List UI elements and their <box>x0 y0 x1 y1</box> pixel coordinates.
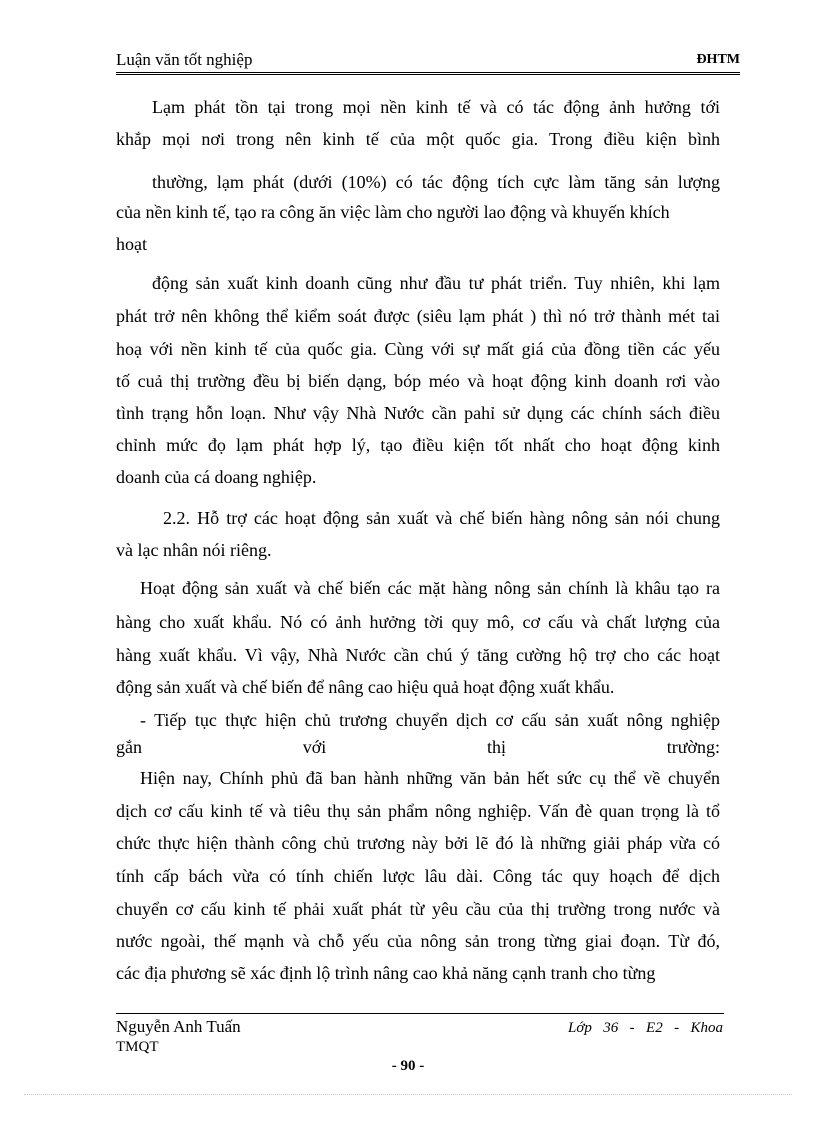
text-line: phát trở nên không thể kiểm soát được (siêu lạm phát ) thì nó trở thành mét tai <box>116 306 720 326</box>
bullet-line-cont: gắn với thị trường: <box>116 737 720 757</box>
page-bottom-divider <box>24 1094 792 1095</box>
text-line: Hiện nay, Chính phủ đã ban hành những văn bản hết sức cụ thể về chuyển <box>140 768 720 788</box>
text-line: tình trạng hỗn loạn. Như vậy Nhà Nước cần pahỉ sử dụng các chính sách điều <box>116 403 720 423</box>
text-line: nước ngoài, thế mạnh và chỗ yếu của nông sản trong từng giai đoạn. Từ đó, <box>116 931 720 951</box>
text-line: thường, lạm phát (dưới (10%) có tác động tích cực làm tăng sản lượng <box>152 172 720 192</box>
page-number: - 90 - <box>391 1058 425 1074</box>
section-heading-cont: và lạc nhân nói riêng. <box>116 540 272 560</box>
header-rule <box>116 72 740 75</box>
text-line: dịch cơ cấu kinh tế và tiêu thụ sản phẩm nông nghiệp. Vấn đè quan trọng là tổ <box>116 801 720 821</box>
text-line: hàng cho xuất khẩu. Nó có ảnh hưởng tời quy mô, cơ cấu và chất lượng của <box>116 612 720 632</box>
text-line: khắp mọi nơi trong nên kinh tế của một quốc gia. Trong điều kiện bình <box>116 129 720 149</box>
page-header <box>116 50 740 74</box>
bullet-line: - Tiếp tục thực hiện chủ trương chuyển dịch cơ cấu sản xuất nông nghiệp <box>140 710 720 730</box>
text-line: tố cuả thị trường đều bị biến dạng, bóp méo và hoạt động kinh doanh rơi vào <box>116 371 720 391</box>
text-line: hoạt <box>116 234 147 254</box>
text-line: hàng xuất khẩu. Vì vậy, Nhà Nước cần chú ý tăng cường hộ trợ cho các hoạt <box>116 645 720 665</box>
text-line: của nền kinh tế, tạo ra công ăn việc làm cho người lao động và khuyến khích <box>116 202 670 222</box>
header-title: Luận văn tốt nghiệp <box>116 50 253 69</box>
text-line: Hoạt động sản xuất và chế biến các mặt hàng nông sản chính là khâu tạo ra <box>140 578 720 598</box>
text-line: động sản xuất và chế biến để nâng cao hiệu quả hoạt động xuất khẩu. <box>116 677 615 697</box>
header-institution: ĐHTM <box>696 52 740 67</box>
footer-department: TMQT <box>116 1039 159 1055</box>
text-line: tính cấp bách vừa có tính chiến lược lâu dài. Công tác quy hoạch để dịch <box>116 866 720 886</box>
footer-rule <box>116 1013 724 1014</box>
footer-class: Lớp 36 - E2 - Khoa <box>568 1020 723 1036</box>
footer-author: Nguyễn Anh Tuấn <box>116 1017 241 1036</box>
text-line: chuyển cơ cấu kinh tế phải xuất phát từ yêu cầu của thị trường trong nước và <box>116 899 720 919</box>
section-heading: 2.2. Hỗ trợ các hoạt động sản xuất và chế biến hàng nông sản nói chung <box>163 508 720 528</box>
text-line: chỉnh mức đọ lạm phát hợp lý, tạo điều kiện tốt nhất cho hoạt động kinh <box>116 435 720 455</box>
text-line: các địa phương sẽ xác định lộ trình nâng cao khả năng cạnh tranh cho từng <box>116 963 656 983</box>
text-line: Lạm phát tồn tại trong mọi nền kinh tế và có tác động ảnh hưởng tới <box>152 97 720 117</box>
text-line: chức thực hiện thành công chủ trương này bởi lẽ đó là những giải pháp vừa có <box>116 833 720 853</box>
text-line: doanh của cá doang nghiệp. <box>116 467 317 487</box>
text-line: hoạ với nền kinh tế của quốc gia. Cùng với sự mất giá của đồng tiền các yếu <box>116 339 720 359</box>
text-line: động sản xuất kinh doanh cũng như đầu tư phát triển. Tuy nhiên, khi lạm <box>152 273 720 293</box>
